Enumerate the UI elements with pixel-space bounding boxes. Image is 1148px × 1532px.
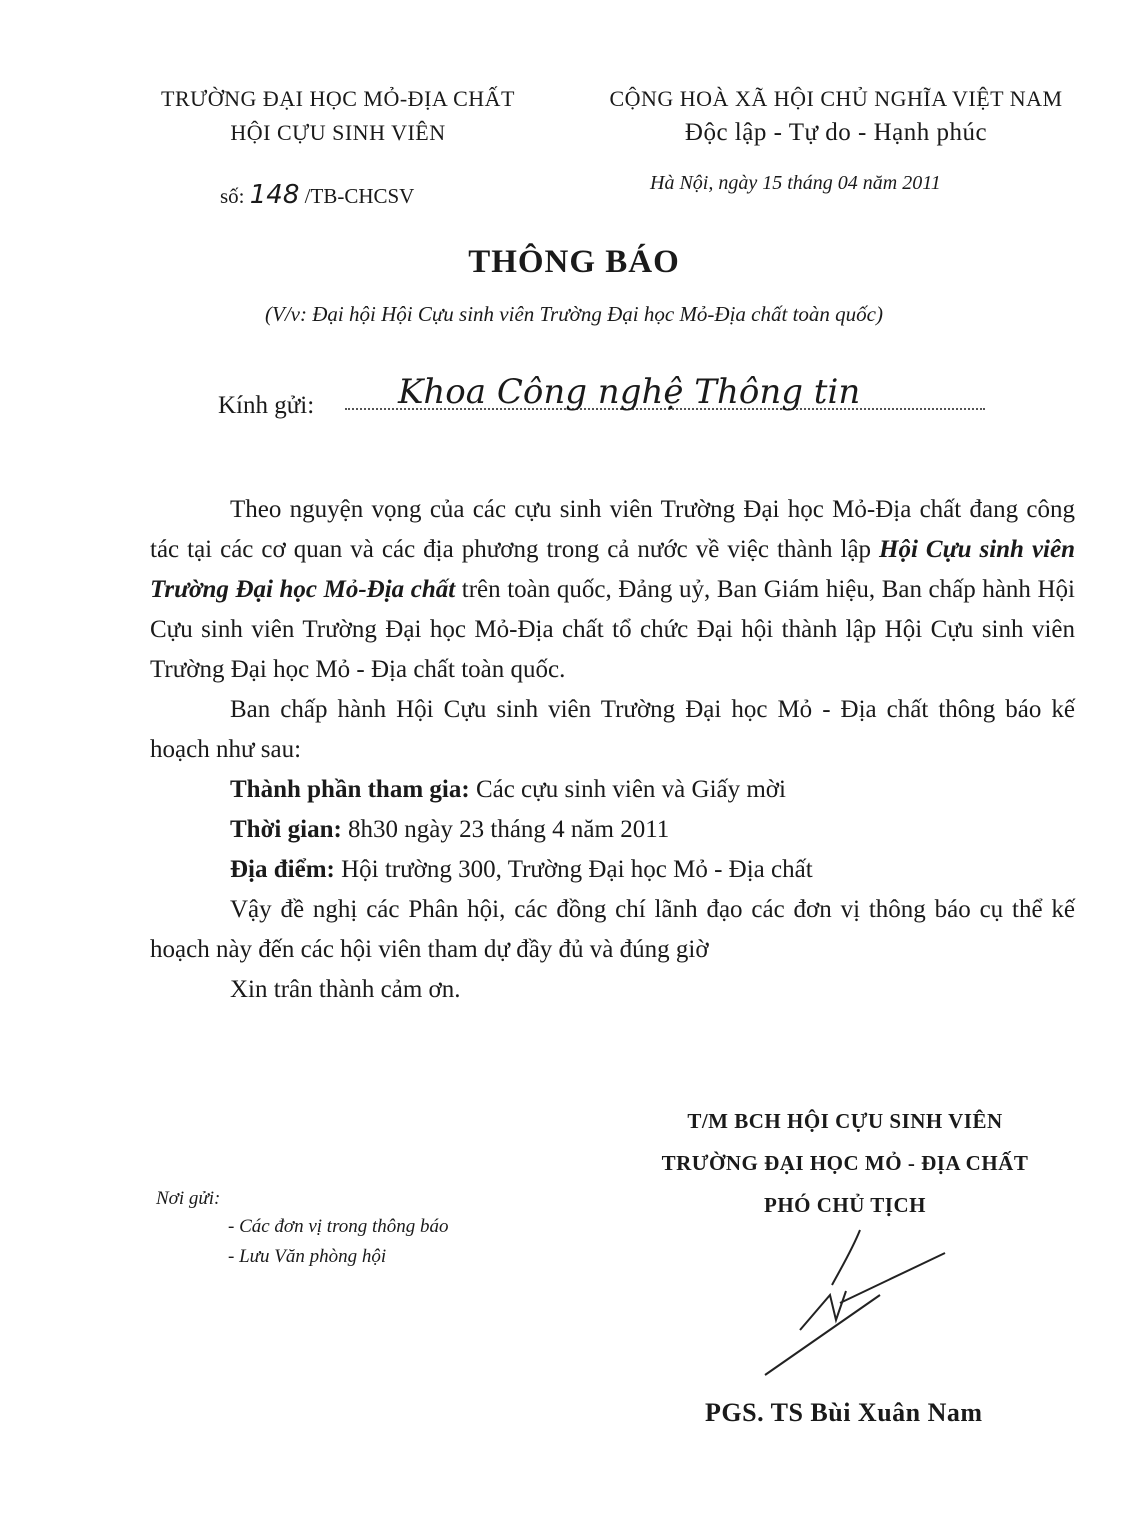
doc-number-prefix: số: bbox=[220, 184, 245, 208]
document-date: Hà Nội, ngày 15 tháng 04 năm 2011 bbox=[650, 172, 941, 194]
header-org bbox=[128, 82, 548, 150]
signer-name: PGS. TS Bùi Xuân Nam bbox=[705, 1398, 983, 1427]
recipient-item: - Lưu Văn phòng hội bbox=[228, 1246, 387, 1267]
intro-emphasis: Hội Cựu sinh viên Trường Đại học Mỏ-Địa chất bbox=[150, 536, 1075, 603]
recipient-label: Kính gửi: bbox=[218, 392, 315, 419]
participants-value: Các cựu sinh viên và Giấy mời bbox=[469, 776, 786, 803]
doc-number-suffix: /TB-CHCSV bbox=[304, 184, 415, 208]
national-motto: Độc lập - Tự do - Hạnh phúc bbox=[684, 119, 988, 146]
paragraph-intro bbox=[150, 490, 1075, 690]
recipient-value: Khoa Công nghệ Thông tin bbox=[398, 372, 861, 412]
recipients-label: Nơi gửi: bbox=[156, 1188, 221, 1209]
sig-line-3: PHÓ CHỦ TỊCH bbox=[764, 1193, 926, 1217]
country-name: CỘNG HOÀ XÃ HỘI CHỦ NGHĨA VIỆT NAM bbox=[609, 86, 1063, 111]
paragraph-request: Vậy đề nghị các Phân hội, các đồng chí lãnh đạo các đơn vị thông báo cụ thể kế hoạch này đến các hội viên tham dự đầy đủ và đúng giờ bbox=[150, 896, 1075, 963]
intro-text-end: trên toàn quốc, Đảng uỷ, Ban Giám hiệu, Ban chấp hành Hội Cựu sinh viên Trường Đại học Mỏ-Địa chất tổ chức Đại hội thành lập Hội Cựu sinh viên Trường Đại học Mỏ - Địa chất toàn quốc. bbox=[150, 576, 1075, 683]
paragraph-plan: Ban chấp hành Hội Cựu sinh viên Trường Đại học Mỏ - Địa chất thông báo kế hoạch như sau: bbox=[150, 696, 1075, 763]
org-name: TRƯỜNG ĐẠI HỌC MỎ-ĐỊA CHẤT bbox=[161, 86, 515, 111]
doc-number-handwritten: 148 bbox=[249, 180, 300, 210]
document-subject: (V/v: Đại hội Hội Cựu sinh viên Trường Đại học Mỏ-Địa chất toàn quốc) bbox=[265, 302, 883, 326]
place-value: Hội trường 300, Trường Đại học Mỏ - Địa chất bbox=[334, 856, 813, 883]
place-line bbox=[150, 850, 1075, 890]
paragraph-thanks: Xin trân thành cảm ơn. bbox=[230, 976, 461, 1003]
time-value: 8h30 ngày 23 tháng 4 năm 2011 bbox=[341, 816, 670, 843]
org-subname: HỘI CỰU SINH VIÊN bbox=[230, 120, 446, 145]
time-line bbox=[150, 810, 1075, 850]
recipients-list bbox=[228, 1212, 449, 1272]
signature-block bbox=[610, 1100, 1080, 1226]
header-country bbox=[566, 82, 1106, 150]
document-number bbox=[220, 180, 414, 210]
intro-text-start: Theo nguyện vọng của các cựu sinh viên Trường Đại học Mỏ-Địa chất đang công tác tại các cơ quan và các địa phương trong cả nước về việc thành lập bbox=[150, 496, 1075, 563]
place-label: Địa điểm: bbox=[230, 856, 335, 883]
document-title: THÔNG BÁO bbox=[468, 244, 680, 280]
document-body bbox=[150, 490, 1075, 1010]
handwritten-signature bbox=[760, 1225, 960, 1385]
sig-line-1: T/M BCH HỘI CỰU SINH VIÊN bbox=[687, 1109, 1003, 1133]
sig-line-2: TRƯỜNG ĐẠI HỌC MỎ - ĐỊA CHẤT bbox=[661, 1151, 1029, 1175]
participants-line bbox=[150, 770, 1075, 810]
recipient-item: - Các đơn vị trong thông báo bbox=[228, 1216, 449, 1237]
time-label: Thời gian: bbox=[230, 816, 342, 843]
participants-label: Thành phần tham gia: bbox=[230, 776, 470, 803]
